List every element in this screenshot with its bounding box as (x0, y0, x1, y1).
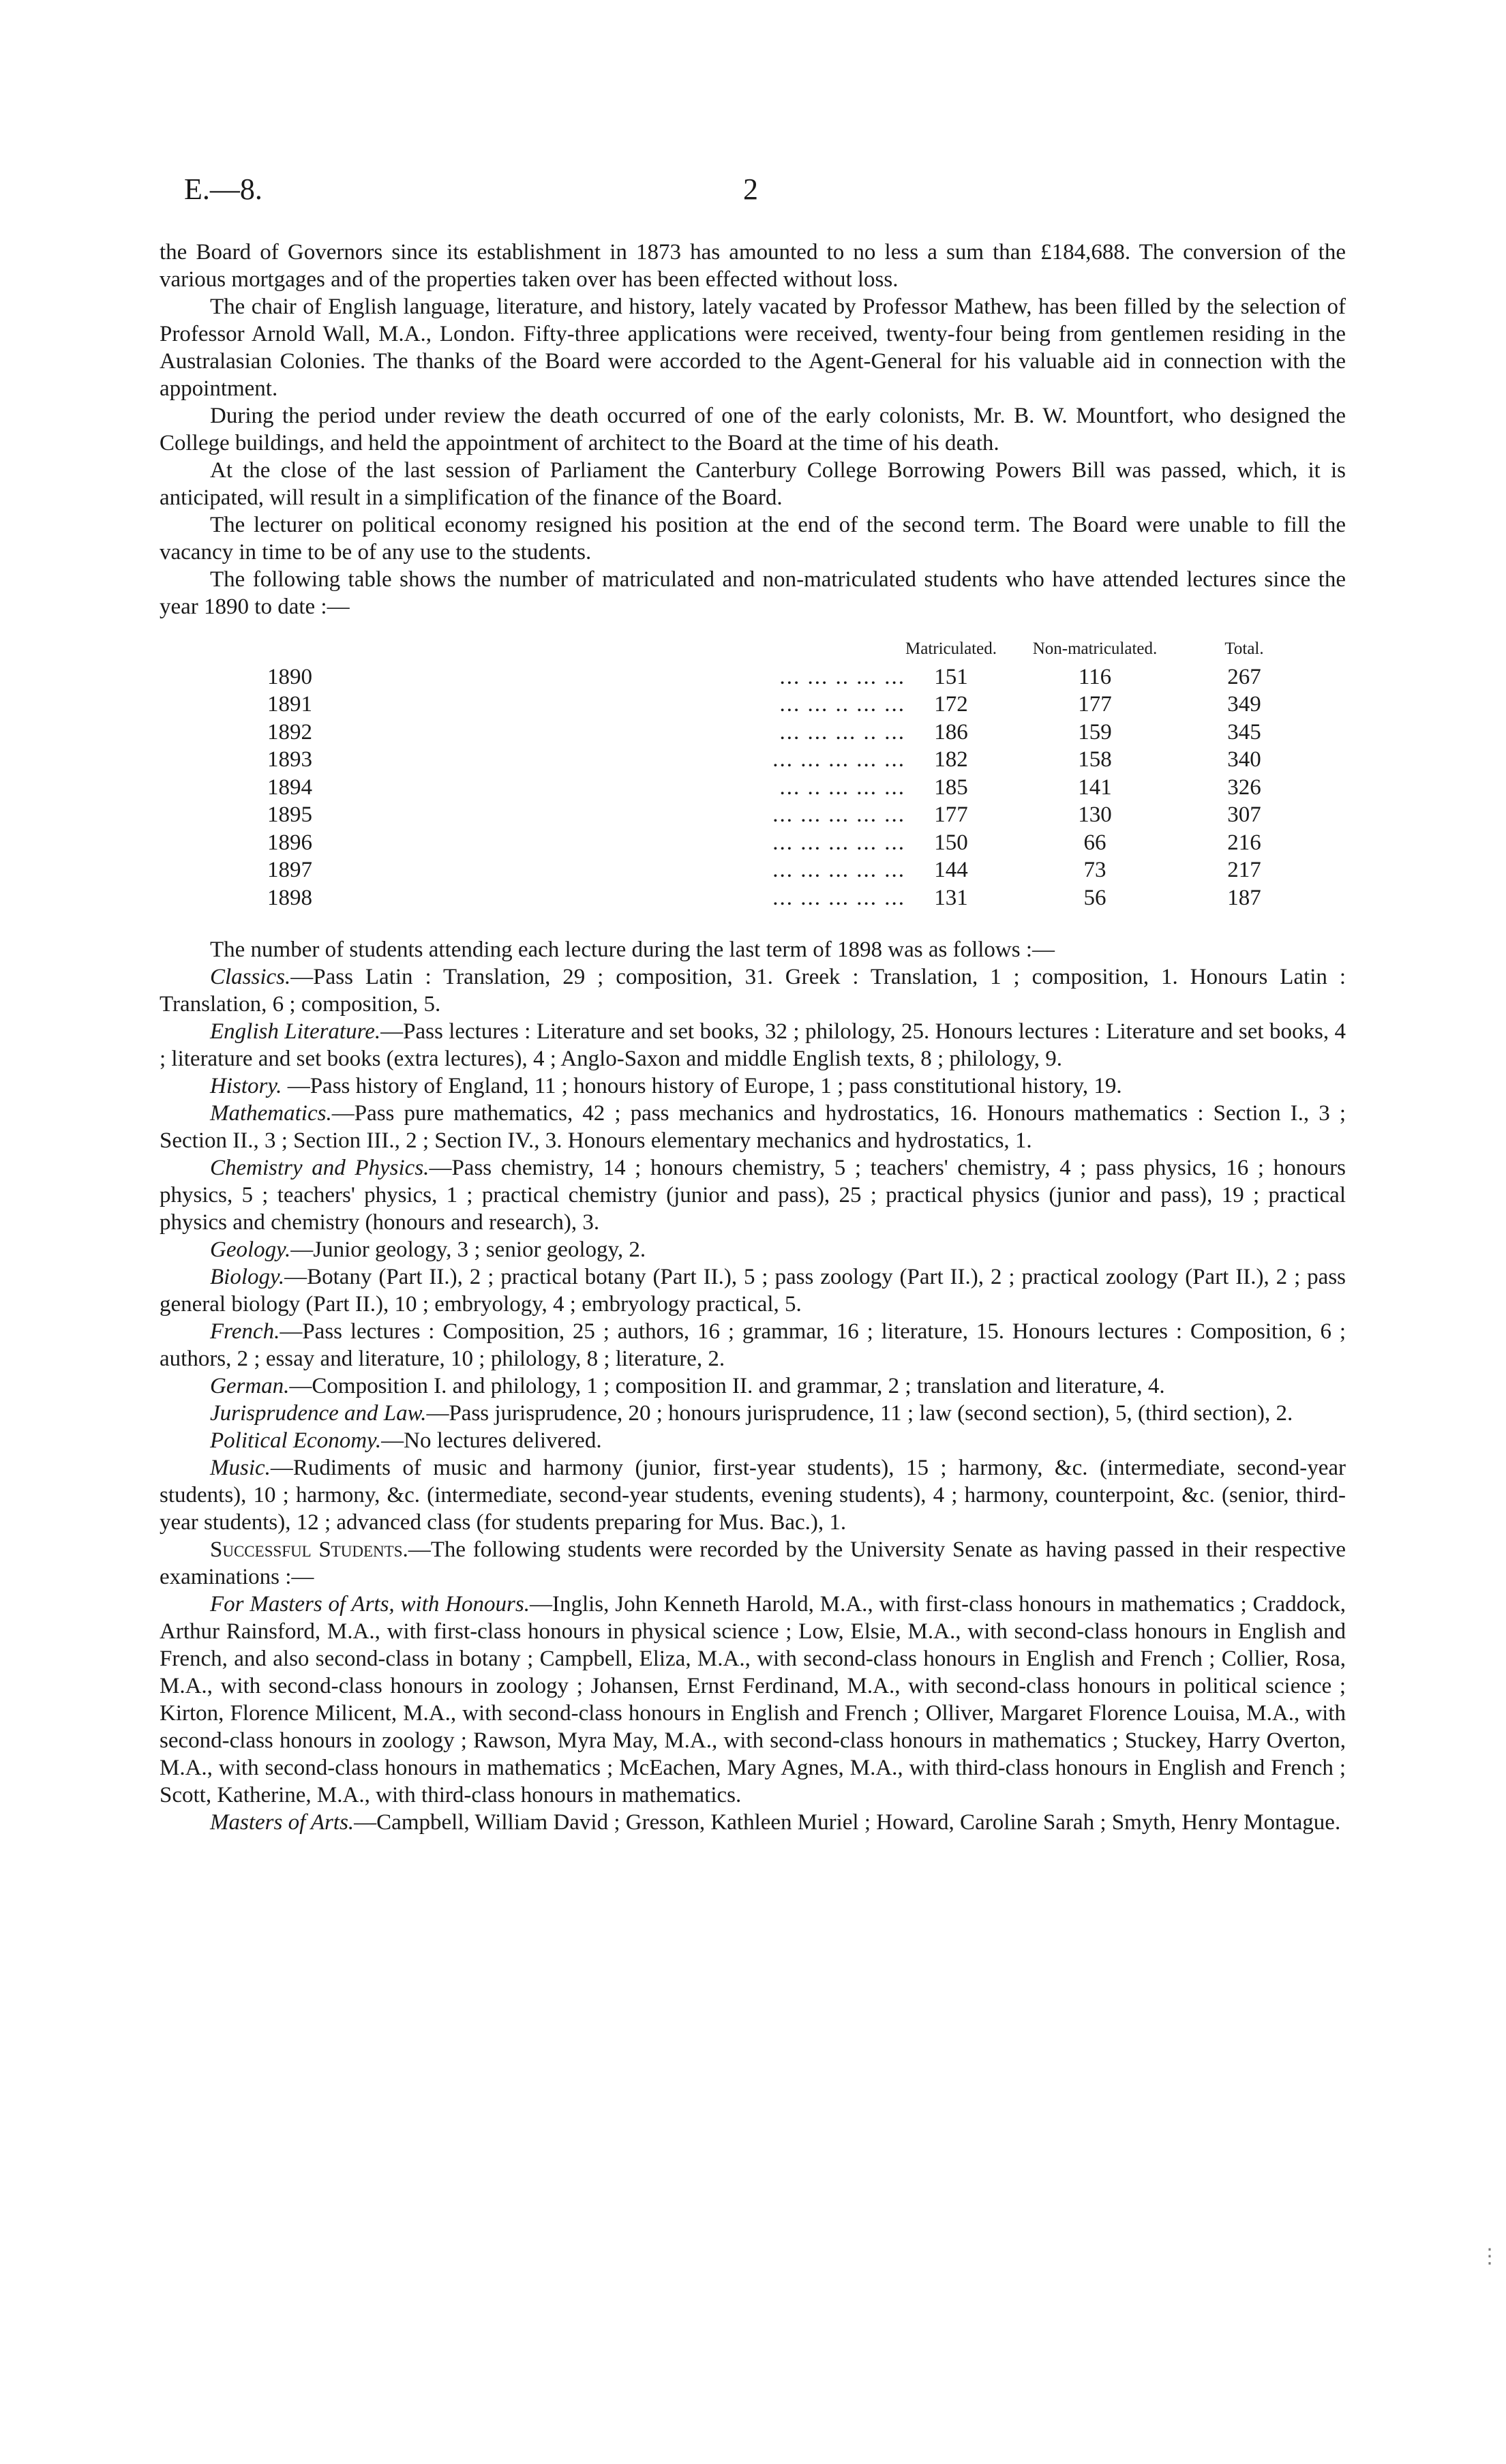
document-reference: E.—8. (184, 172, 262, 206)
subject-heading: Music. (210, 1456, 271, 1480)
leader-dots: ... ... ... ... ... (772, 885, 905, 910)
non-matriculated-cell: 130 (1078, 802, 1112, 827)
matriculated-cell: 172 (934, 692, 968, 717)
table-header-row (267, 635, 1295, 663)
table-row (267, 856, 1295, 884)
non-matriculated-cell: 141 (1078, 775, 1112, 800)
page-body (160, 239, 1346, 1836)
year-cell: 1891 (267, 692, 312, 717)
total-cell: 345 (1227, 719, 1261, 745)
leader-dots: ... ... ... ... ... (772, 830, 905, 855)
subject-biology: Biology.—Botany (Part II.), 2 ; practical botany (Part II.), 5 ; pass zoology (Part II.), 2 ; practical zoology (Part II.), 2 ; pass general biology (Part II.), 10 ; embryology, 4 ; embryology practical, 5. (160, 1265, 1346, 1317)
total-cell: 217 (1227, 858, 1261, 882)
non-matriculated-cell: 158 (1078, 747, 1112, 772)
section-heading: Successful Students. (210, 1537, 408, 1562)
subject-heading: German. (210, 1374, 290, 1398)
header-total: Total. (1224, 640, 1264, 658)
subject-history: History. —Pass history of England, 11 ; honours history of Europe, 1 ; pass constitutional history, 19. (210, 1074, 1122, 1098)
subject-french: French.—Pass lectures : Composition, 25 ; authors, 16 ; grammar, 16 ; literature, 15. Honours lectures : Composition, 6 ; authors, 2 ; essay and literature, 10 ; philology, 8 ; literature, 2. (160, 1319, 1346, 1371)
masters-of-arts: Masters of Arts.—Campbell, William David ; Gresson, Kathleen Muriel ; Howard, Caroline Sarah ; Smyth, Henry Montague. (210, 1810, 1341, 1835)
total-cell: 349 (1227, 692, 1261, 717)
subject-heading: History. (210, 1074, 282, 1098)
paragraph-borrowing-bill: At the close of the last session of Parliament the Canterbury College Borrowing Powers Bill was passed, which, it is anticipated, will result in a simplification of the finance of the Board. (160, 458, 1346, 510)
matriculated-cell: 151 (934, 664, 968, 689)
paragraph-table-intro: The following table shows the number of matriculated and non-matriculated students who have attended lectures since the year 1890 to date :— (160, 567, 1346, 619)
total-cell: 340 (1227, 747, 1261, 772)
table-row (267, 691, 1295, 719)
subject-geology: Geology.—Junior geology, 3 ; senior geology, 2. (210, 1237, 646, 1262)
year-cell: 1894 (267, 775, 312, 800)
student-numbers-table (267, 635, 1295, 912)
non-matriculated-cell: 73 (1083, 858, 1106, 882)
successful-students: Successful Students.—The following students were recorded by the University Senate as having passed in their respective examinations :— (160, 1537, 1346, 1589)
table-row (267, 746, 1295, 774)
subject-heading: Geology. (210, 1237, 291, 1262)
subject-heading: Chemistry and Physics. (210, 1156, 430, 1180)
subject-heading: Mathematics. (210, 1101, 332, 1126)
leader-dots: ... ... .. ... ... (779, 664, 905, 689)
non-matriculated-cell: 177 (1078, 692, 1112, 717)
matriculated-cell: 131 (934, 885, 968, 910)
subject-music: Music.—Rudiments of music and harmony (junior, first-year students), 15 ; harmony, &c. (intermediate, second-year students), 10 ; harmony, &c. (intermediate, second-year students, evening students), 4 ; harmony, counterpoint, &c. (senior, third-year students), 12 ; advanced class (for students preparing for Mus. Bac.), 1. (160, 1456, 1346, 1535)
subject-jurisprudence-law: Jurisprudence and Law.—Pass jurisprudence, 20 ; honours jurisprudence, 11 ; law (second section), 5, (third section), 2. (210, 1401, 1293, 1426)
total-cell: 216 (1227, 830, 1261, 855)
subject-mathematics: Mathematics.—Pass pure mathematics, 42 ; pass mechanics and hydrostatics, 16. Honours mathematics : Section I., 3 ; Section II., 3 ; Section III., 2 ; Section IV., 3. Honours elementary mechanics and hydrostatics, 1. (160, 1101, 1346, 1153)
non-matriculated-cell: 66 (1083, 830, 1106, 855)
margin-mark-icon: ⋮ (1479, 2245, 1500, 2268)
non-matriculated-cell: 159 (1078, 719, 1112, 745)
paragraph-political-economy: The lecturer on political economy resigned his position at the end of the second term. The Board were unable to fill the vacancy in time to be of any use to the students. (160, 513, 1346, 565)
total-cell: 187 (1227, 885, 1261, 910)
subject-heading: Jurisprudence and Law. (210, 1401, 427, 1426)
total-cell: 267 (1227, 664, 1261, 689)
table-row (267, 719, 1295, 747)
subject-chemistry-physics: Chemistry and Physics.—Pass chemistry, 14 ; honours chemistry, 5 ; teachers' chemistry, 4 ; pass physics, 16 ; honours physics, 5 ; teachers' physics, 1 ; practical chemistry (junior and pass), 25 ; practical physics (junior and pass), 19 ; practical physics and chemistry (honours and research), 3. (160, 1156, 1346, 1235)
matriculated-cell: 182 (934, 747, 968, 772)
leader-dots: ... ... .. ... ... (779, 692, 905, 717)
non-matriculated-cell: 56 (1083, 885, 1106, 910)
leader-dots: ... ... ... .. ... (779, 719, 905, 745)
total-cell: 326 (1227, 775, 1261, 800)
subject-german: German.—Composition I. and philology, 1 ; composition II. and grammar, 2 ; translation and literature, 4. (210, 1374, 1165, 1398)
matriculated-cell: 186 (934, 719, 968, 745)
year-cell: 1893 (267, 747, 312, 772)
subject-heading: Political Economy. (210, 1428, 382, 1453)
leader-dots: ... ... ... ... ... (772, 747, 905, 772)
subject-heading: Biology. (210, 1265, 285, 1289)
header-non-matriculated: Non-matriculated. (1032, 640, 1158, 658)
matriculated-cell: 177 (934, 802, 968, 827)
header-matriculated: Matriculated. (905, 640, 997, 658)
matriculated-cell: 144 (934, 858, 968, 882)
subject-heading: Classics. (210, 965, 291, 989)
year-cell: 1890 (267, 664, 312, 689)
non-matriculated-cell: 116 (1078, 664, 1112, 689)
table-row (267, 884, 1295, 912)
section-heading: For Masters of Arts, with Honours. (210, 1592, 530, 1617)
table-row (267, 829, 1295, 857)
table-body (267, 663, 1295, 912)
year-cell: 1898 (267, 885, 312, 910)
subject-classics: Classics.—Pass Latin : Translation, 29 ; composition, 31. Greek : Translation, 1 ; composition, 1. Honours Latin : Translation, 6 ; composition, 5. (160, 965, 1346, 1017)
leader-dots: ... .. ... ... ... (779, 775, 905, 800)
paragraph-english-chair: The chair of English language, literature, and history, lately vacated by Professor Mathew, has been filled by the selection of Professor Arnold Wall, M.A., London. Fifty-three applications were received, twenty-four being from gentlemen residing in the Australasian Colonies. The thanks of the Board were accorded to the Agent-General for his valuable aid in connection with the appointment. (160, 295, 1346, 401)
year-cell: 1895 (267, 802, 312, 827)
paragraph-mountfort: During the period under review the death occurred of one of the early colonists, Mr. B. W. Mountfort, who designed the College buildings, and held the appointment of architect to the Board at the time of his death. (160, 404, 1346, 455)
table-row (267, 663, 1295, 691)
table-row (267, 801, 1295, 829)
subject-english-literature: English Literature.—Pass lectures : Literature and set books, 32 ; philology, 25. Honours lectures : Literature and set books, 4 ; literature and set books (extra lectures), 4 ; Anglo-Saxon and middle English texts, 8 ; philology, 9. (160, 1019, 1346, 1071)
page-number: 2 (743, 172, 758, 206)
year-cell: 1897 (267, 858, 312, 882)
section-heading: Masters of Arts. (210, 1810, 355, 1835)
subject-heading: French. (210, 1319, 280, 1344)
leader-dots: ... ... ... ... ... (772, 858, 905, 882)
year-cell: 1892 (267, 719, 312, 745)
subject-heading: English Literature. (210, 1019, 381, 1044)
subject-political-economy: Political Economy.—No lectures delivered. (210, 1428, 602, 1453)
table-row (267, 774, 1295, 802)
year-cell: 1896 (267, 830, 312, 855)
paragraph-lectures-intro: The number of students attending each lecture during the last term of 1898 was as follows :— (210, 937, 1055, 962)
total-cell: 307 (1227, 802, 1261, 827)
page-header (0, 172, 1506, 213)
masters-with-honours: For Masters of Arts, with Honours.—Inglis, John Kenneth Harold, M.A., with first-class honours in mathematics ; Craddock, Arthur Rainsford, M.A., with first-class honours in physical science ; Low, Elsie, M.A., with second-class honours in English and French, and also second-class in botany ; Campbell, Eliza, M.A., with second-class honours in English and French ; Collier, Rosa, M.A., with second-class honours in zoology ; Johansen, Ernst Ferdinand, M.A., with second-class honours in political science ; Kirton, Florence Milicent, M.A., with second-class honours in English and French ; Olliver, Margaret Florence Louisa, M.A., with second-class honours in zoology ; Rawson, Myra May, M.A., with second-class honours in mathematics ; Stuckey, Harry Overton, M.A., with second-class honours in mathematics ; McEachen, Mary Agnes, M.A., with third-class honours in English and French ; Scott, Katherine, M.A., with third-class honours in mathematics. (160, 1592, 1346, 1807)
matriculated-cell: 185 (934, 775, 968, 800)
paragraph-board-finance: the Board of Governors since its establishment in 1873 has amounted to no less a sum than £184,688. The conversion of the various mortgages and of the properties taken over has been effected without loss. (160, 240, 1346, 292)
matriculated-cell: 150 (934, 830, 968, 855)
leader-dots: ... ... ... ... ... (772, 802, 905, 827)
